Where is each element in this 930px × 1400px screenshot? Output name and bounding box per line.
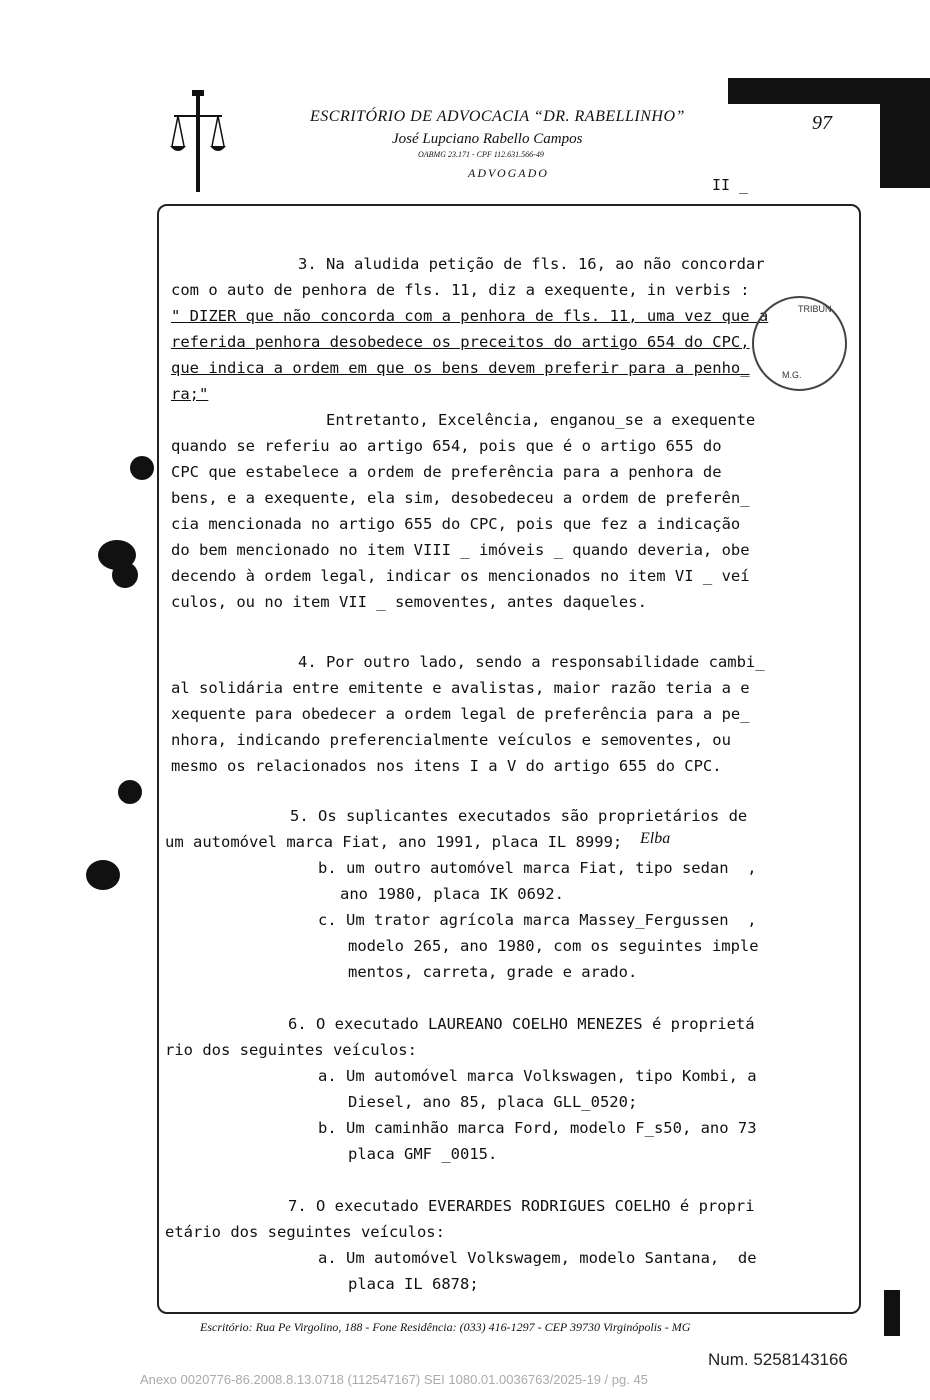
body-line: a. Um automóvel Volkswagem, modelo Santana, de xyxy=(318,1249,757,1267)
body-line: placa GMF _0015. xyxy=(348,1145,498,1163)
stamp-text-bottom: M.G. xyxy=(782,370,802,380)
body-line: bens, e a exequente, ela sim, desobedeceu a ordem de preferên_ xyxy=(171,489,750,507)
body-line: nhora, indicando preferencialmente veículos e semoventes, ou xyxy=(171,731,731,749)
document-number: Num. 5258143166 xyxy=(708,1350,848,1369)
ink-blot xyxy=(112,562,138,588)
body-line: do bem mencionado no item VIII _ imóveis _ quando deveria, obe xyxy=(171,541,750,559)
body-line: b. Um caminhão marca Ford, modelo F_s50, ano 73 xyxy=(318,1119,757,1137)
body-line: mesmo os relacionados nos itens I a V do artigo 655 do CPC. xyxy=(171,757,722,775)
body-line: Entretanto, Excelência, enganou_se a exequente xyxy=(326,411,756,429)
body-line: c. Um trator agrícola marca Massey_Fergussen , xyxy=(318,911,757,929)
body-line: 7. O executado EVERARDES RODRIGUES COELHO é propri xyxy=(288,1197,755,1215)
scan-artifact-bottom-right xyxy=(884,1290,900,1336)
body-line: al solidária entre emitente e avalistas, maior razão teria a e xyxy=(171,679,750,697)
stamp-text: TRIBUN xyxy=(798,304,832,314)
punch-hole xyxy=(118,780,142,804)
annex-reference: Anexo 0020776-86.2008.8.13.0718 (112547167) SEI 1080.01.0036763/2025-19 / pg. 45 xyxy=(140,1372,648,1387)
body-line: modelo 265, ano 1980, com os seguintes imple xyxy=(348,937,759,955)
body-line: com o auto de penhora de fls. 11, diz a exequente, in verbis : xyxy=(171,281,750,299)
ink-blot xyxy=(86,860,120,890)
punch-hole xyxy=(130,456,154,480)
letterhead-title: ESCRITÓRIO DE ADVOCACIA “DR. RABELLINHO” xyxy=(310,108,685,125)
body-line: ra;" xyxy=(171,385,209,403)
body-line: a. Um automóvel marca Volkswagen, tipo Kombi, a xyxy=(318,1067,757,1085)
body-line: xequente para obedecer a ordem legal de preferência para a pe_ xyxy=(171,705,750,723)
body-line: ano 1980, placa IK 0692. xyxy=(340,885,564,903)
body-line: cia mencionada no artigo 655 do CPC, pois que fez a indicação xyxy=(171,515,741,533)
body-line: placa IL 6878; xyxy=(348,1275,479,1293)
letterhead-profession: ADVOGADO xyxy=(468,166,549,180)
body-line: 3. Na aludida petição de fls. 16, ao não concordar xyxy=(298,255,765,273)
body-line: CPC que estabelece a ordem de preferência para a penhora de xyxy=(171,463,722,481)
body-line: mentos, carreta, grade e arado. xyxy=(348,963,638,981)
body-line: quando se referiu ao artigo 654, pois que é o artigo 655 do xyxy=(171,437,722,455)
letterhead-registration: OABMG 23.171 - CPF 112.631.566-49 xyxy=(418,150,544,159)
handwritten-note: Elba xyxy=(640,830,671,847)
footer-address: Escritório: Rua Pe Virgolino, 188 - Fone Residência: (033) 416-1297 - CEP 39730 Virginópolis - MG xyxy=(200,1320,691,1334)
body-line: um automóvel marca Fiat, ano 1991, placa IL 8999; xyxy=(165,833,623,851)
court-stamp xyxy=(752,296,847,391)
body-line: 5. Os suplicantes executados são proprietários de xyxy=(290,807,748,825)
body-line: rio dos seguintes veículos: xyxy=(165,1041,417,1059)
body-line: Diesel, ano 85, placa GLL_0520; xyxy=(348,1093,638,1111)
body-line: 6. O executado LAUREANO COELHO MENEZES é proprietá xyxy=(288,1015,755,1033)
letterhead-name: José Lupciano Rabello Campos xyxy=(392,131,583,147)
body-line: 4. Por outro lado, sendo a responsabilidade cambi_ xyxy=(298,653,765,671)
body-line: b. um outro automóvel marca Fiat, tipo sedan , xyxy=(318,859,757,877)
folio-number: 97 xyxy=(812,112,832,134)
body-line: decendo à ordem legal, indicar os mencionados no item VI _ veí xyxy=(171,567,750,585)
body-line: culos, ou no item VII _ semoventes, antes daqueles. xyxy=(171,593,647,611)
body-line: referida penhora desobedece os preceitos do artigo 654 do CPC, xyxy=(171,333,750,351)
scales-of-justice-logo xyxy=(168,86,228,196)
body-line: " DIZER que não concorda com a penhora de fls. 11, uma vez que a xyxy=(171,307,769,325)
page-marker: II _ xyxy=(712,176,749,194)
scan-artifact-right-edge xyxy=(880,100,930,188)
body-line: que indica a ordem em que os bens devem preferir para a penho_ xyxy=(171,359,750,377)
body-line: etário dos seguintes veículos: xyxy=(165,1223,445,1241)
